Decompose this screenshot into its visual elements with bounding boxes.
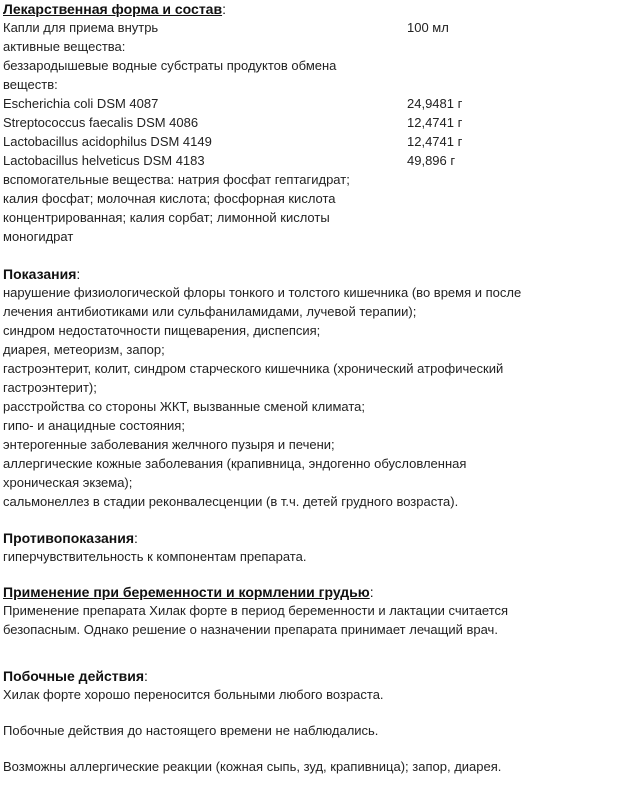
indication-line: сальмонеллез в стадии реконвалесценции (в т.ч. детей грудного возраста). bbox=[3, 494, 459, 509]
active-desc-line: беззародышевые водные субстраты продуктов обмена bbox=[3, 58, 337, 73]
section-pregnancy bbox=[3, 583, 615, 639]
pregnancy-line: безопасным. Однако решение о назначении препарата принимает лечащий врач. bbox=[3, 622, 498, 637]
pregnancy-line: Применение препарата Хилак форте в период беременности и лактации считается bbox=[3, 603, 509, 618]
excipients-line: моногидрат bbox=[3, 229, 74, 244]
ingredient-row bbox=[3, 151, 615, 170]
contraindication-line: гиперчувствительность к компонентам препарата. bbox=[3, 549, 307, 564]
ingredient-name: Streptococcus faecalis DSM 4086 bbox=[3, 115, 199, 130]
indication-line: гастроэнтерит); bbox=[3, 380, 97, 395]
section-side-effects bbox=[3, 667, 615, 776]
ingredient-row bbox=[3, 94, 615, 113]
side-effects-paragraph: Возможны аллергические реакции (кожная сыпь, зуд, крапивница); запор, диарея. bbox=[3, 759, 502, 774]
section-composition bbox=[3, 0, 615, 246]
section-heading: Лекарственная форма и состав: bbox=[3, 1, 226, 17]
heading-text: Показания bbox=[3, 266, 77, 282]
ingredient-row bbox=[3, 132, 615, 151]
indication-line: нарушение физиологической флоры тонкого и толстого кишечника (во время и после bbox=[3, 285, 522, 300]
indication-line: хроническая экзема); bbox=[3, 475, 133, 490]
section-heading: Показания: bbox=[3, 266, 81, 282]
indication-line: синдром недостаточности пищеварения, диспепсия; bbox=[3, 323, 321, 338]
section-heading: Побочные действия: bbox=[3, 668, 148, 684]
section-heading: Применение при беременности и кормлении грудью: bbox=[3, 584, 374, 600]
section-indications bbox=[3, 265, 615, 511]
side-effects-paragraph: Хилак форте хорошо переносится больными любого возраста. bbox=[3, 687, 384, 702]
heading-text: Применение при беременности и кормлении грудью bbox=[3, 584, 370, 600]
indication-line: расстройства со стороны ЖКТ, вызванные сменой климата; bbox=[3, 399, 366, 414]
section-heading: Противопоказания: bbox=[3, 530, 138, 546]
indication-line: диарея, метеоризм, запор; bbox=[3, 342, 165, 357]
heading-text: Побочные действия bbox=[3, 668, 144, 684]
ingredient-name: Escherichia coli DSM 4087 bbox=[3, 96, 159, 111]
active-desc-line: веществ: bbox=[3, 77, 58, 92]
side-effects-paragraph: Побочные действия до настоящего времени не наблюдались. bbox=[3, 723, 379, 738]
ingredient-row bbox=[3, 113, 615, 132]
indication-line: гипо- и анацидные состояния; bbox=[3, 418, 185, 433]
excipients-line: концентрированная; калия сорбат; лимонной кислоты bbox=[3, 210, 330, 225]
ingredient-amount: 24,9481 г bbox=[407, 96, 463, 111]
indication-line: лечения антибиотиками или сульфаниламидами, лучевой терапии); bbox=[3, 304, 417, 319]
heading-text: Противопоказания bbox=[3, 530, 135, 546]
ingredient-name: Lactobacillus acidophilus DSM 4149 bbox=[3, 134, 212, 149]
form-amount: 100 мл bbox=[407, 20, 449, 35]
form-label: Капли для приема внутрь bbox=[3, 20, 159, 35]
heading-text: Лекарственная форма и состав bbox=[3, 1, 223, 17]
section-contraindications bbox=[3, 529, 615, 566]
excipients-line: калия фосфат; молочная кислота; фосфорная кислота bbox=[3, 191, 336, 206]
ingredient-name: Lactobacillus helveticus DSM 4183 bbox=[3, 153, 205, 168]
ingredient-amount: 12,4741 г bbox=[407, 134, 463, 149]
ingredient-amount: 12,4741 г bbox=[407, 115, 463, 130]
ingredient-amount: 49,896 г bbox=[407, 153, 456, 168]
form-row bbox=[3, 18, 615, 37]
document-page bbox=[3, 0, 615, 776]
active-heading: активные вещества: bbox=[3, 39, 126, 54]
indication-line: энтерогенные заболевания желчного пузыря и печени; bbox=[3, 437, 335, 452]
indication-line: гастроэнтерит, колит, синдром старческого кишечника (хронический атрофический bbox=[3, 361, 504, 376]
indication-line: аллергические кожные заболевания (крапивница, эндогенно обусловленная bbox=[3, 456, 467, 471]
excipients-line: вспомогательные вещества: натрия фосфат гептагидрат; bbox=[3, 172, 350, 187]
